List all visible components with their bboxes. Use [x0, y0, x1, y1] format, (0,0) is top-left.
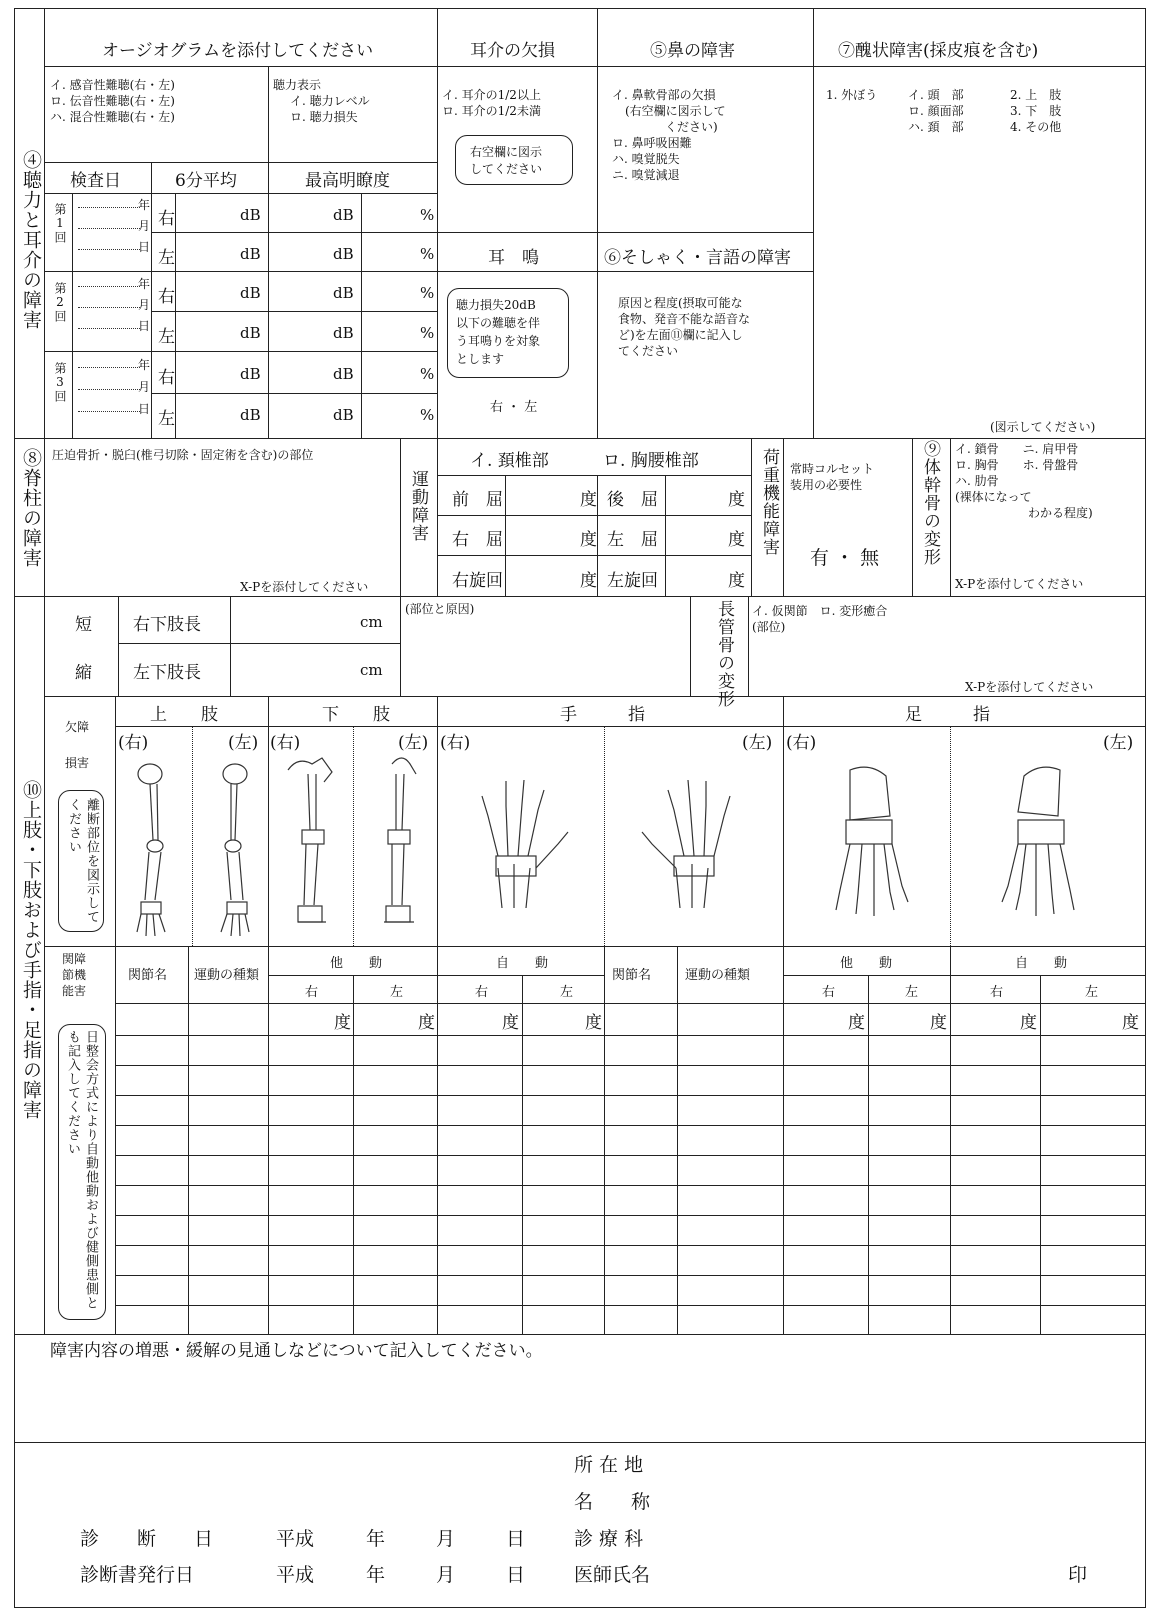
side-left: 左 [158, 248, 175, 268]
month-mark: 月 [138, 298, 151, 312]
hearing-type: ロ. 伝音性難聴(右・左) [50, 94, 175, 108]
db-unit: dB [333, 324, 354, 342]
spine-title: 圧迫骨折・脱臼(椎弓切除・固定術を含む)の部位 [52, 448, 314, 462]
institution-label: 名 称 [574, 1491, 651, 1513]
left-leg-diagram [372, 750, 432, 940]
side-left: 左 [158, 409, 175, 429]
nose-item: イ. 鼻軟骨部の欠損 [612, 88, 716, 102]
round-label: 第2回 [53, 282, 67, 323]
doctor-label: 医師氏名 [574, 1564, 651, 1586]
cause-note: (部位と原因) [405, 602, 475, 616]
deg-unit: 度 [418, 1013, 435, 1033]
tinnitus-note: 聴力損失20dB [456, 298, 536, 312]
disfig-col1: 1. 外ぼう [826, 88, 878, 102]
diag-year: 年 [366, 1528, 386, 1550]
issue-day: 日 [506, 1564, 526, 1586]
deg-unit: 度 [502, 1013, 519, 1033]
left-length-label: 左下肢長 [133, 663, 201, 683]
chewing-note: 食物、発音不能な語音な [618, 312, 751, 326]
motion-row-label: 後 屈 [607, 490, 658, 510]
db-unit: dB [333, 406, 354, 424]
nose-item: ハ. 嗅覚脱失 [612, 152, 680, 166]
deg-unit: 度 [728, 571, 745, 591]
long-bone-items: イ. 仮関節 ロ. 変形癒合 [752, 604, 888, 618]
chewing-note: 原因と程度(摂取可能な [618, 296, 743, 310]
cm-unit: cm [360, 661, 383, 679]
display-item: ロ. 聴力損失 [290, 110, 358, 124]
pct-unit: % [420, 406, 435, 424]
thoracolumbar-label: ロ. 胸腰椎部 [603, 451, 699, 471]
tinnitus-title: 耳 鳴 [488, 248, 539, 268]
motion-label: 運動障害 [408, 470, 428, 542]
department-label: 診 療 科 [574, 1528, 644, 1550]
right-col: 右 [822, 985, 836, 1000]
prognosis-note: 障害内容の増悪・緩解の見通しなどについて記入してください。 [50, 1341, 543, 1361]
tinnitus-sides: 右 ・ 左 [490, 400, 538, 415]
db-unit: dB [240, 406, 261, 424]
audiogram-note: オージオグラムを添付してください [102, 41, 374, 61]
side-right: 右 [158, 287, 175, 307]
trunk-item: イ. 鎖骨 ニ. 肩甲骨 [955, 442, 1079, 456]
deg-unit: 度 [580, 490, 597, 510]
side-left: 左 [158, 327, 175, 347]
left-col: 左 [905, 985, 919, 1000]
deg-unit: 度 [728, 530, 745, 550]
motion-row-label: 左旋回 [607, 571, 658, 591]
pct-unit: % [420, 245, 435, 263]
right-mark: (右) [786, 733, 817, 753]
issue-era: 平成 [276, 1564, 315, 1586]
right-col: 右 [475, 985, 489, 1000]
right-mark: (右) [118, 733, 149, 753]
left-foot-diagram [990, 760, 1090, 930]
issue-year: 年 [366, 1564, 386, 1586]
day-mark: 日 [138, 240, 151, 254]
deg-unit: 度 [580, 530, 597, 550]
motion-row-label: 右 屈 [452, 530, 503, 550]
day-mark: 日 [138, 402, 151, 416]
col-six-avg: 6分平均 [175, 171, 237, 191]
trunk-item: (裸体になって [955, 490, 1032, 504]
trunk-item: わかる程度) [1028, 506, 1093, 520]
right-mark: (右) [270, 733, 301, 753]
year-mark: 年 [138, 277, 151, 291]
passive-header: 他 動 [840, 956, 893, 971]
right-length-label: 右下肢長 [133, 615, 201, 635]
limbs-section-label: ⑩上肢・下肢および手指・足指の障害 [20, 780, 42, 1120]
year-mark: 年 [138, 198, 151, 212]
db-unit: dB [333, 245, 354, 263]
nose-item: (右空欄に図示して [625, 104, 726, 118]
nose-title: ⑤鼻の障害 [650, 41, 735, 61]
diag-day: 日 [506, 1528, 526, 1550]
nose-item: ロ. 鼻呼吸困難 [612, 136, 692, 150]
motion-type-header: 運動の種類 [194, 968, 260, 983]
disfig-item: 3. 下 肢 [1010, 104, 1062, 118]
diag-month: 月 [436, 1528, 456, 1550]
issue-date-label: 診断書発行日 [80, 1564, 195, 1586]
passive-header: 他 動 [330, 956, 383, 971]
db-unit: dB [333, 284, 354, 302]
left-col: 左 [390, 985, 404, 1000]
left-mark: (左) [742, 733, 773, 753]
db-unit: dB [240, 365, 261, 383]
corset-note: 常時コルセット [790, 462, 875, 476]
joint-label: 節機 [62, 968, 87, 982]
right-leg-diagram [280, 750, 350, 940]
motion-row-label: 右旋回 [452, 571, 503, 591]
short-label: 短 [75, 615, 92, 635]
upper-limb-title: 上 肢 [150, 705, 218, 725]
db-unit: dB [240, 206, 261, 224]
tinnitus-note: 以下の難聴を伴 [456, 316, 541, 330]
col-exam-date: 検査日 [70, 171, 121, 191]
left-mark: (左) [1103, 733, 1134, 753]
toes-title: 足 指 [905, 705, 990, 725]
nose-item: ください) [665, 120, 718, 134]
nose-item: ニ. 嗅覚減退 [612, 168, 680, 182]
diagnosis-date-label: 診 断 日 [80, 1528, 214, 1550]
active-header: 自 動 [496, 956, 549, 971]
disfig-item: ロ. 顔面部 [908, 104, 964, 118]
corset-yesno: 有 ・ 無 [810, 547, 880, 569]
ear-loss-note: 右空欄に図示 [470, 145, 543, 159]
trunk-item: ロ. 胸骨 ホ. 骨盤骨 [955, 458, 1079, 472]
ear-loss-title: 耳介の欠損 [470, 41, 555, 61]
year-mark: 年 [138, 358, 151, 372]
side-right: 右 [158, 209, 175, 229]
db-unit: dB [333, 365, 354, 383]
side-right: 右 [158, 368, 175, 388]
hearing-section-label: ④聴力と耳介の障害 [20, 150, 42, 330]
defect-note: 離断部位を図示してください [66, 798, 99, 924]
joint-note: 日整会方式により自動他動および健側患側とも記入してください [65, 1030, 98, 1310]
right-mark: (右) [440, 733, 471, 753]
defect-label: 欠障 [65, 720, 90, 734]
db-unit: dB [240, 245, 261, 263]
disfig-item: 2. 上 肢 [1010, 88, 1062, 102]
deg-unit: 度 [585, 1013, 602, 1033]
disfig-note: (図示してください) [990, 420, 1096, 434]
trunk-item: ハ. 肋骨 [955, 474, 999, 488]
spine-section-label: ⑧脊柱の障害 [20, 448, 42, 568]
month-mark: 月 [138, 380, 151, 394]
disfig-item: 4. その他 [1010, 120, 1062, 134]
right-arm-diagram [125, 760, 185, 940]
fingers-title: 手 指 [560, 705, 645, 725]
long-bone-part: (部位) [752, 620, 786, 634]
round-label: 第1回 [53, 203, 67, 244]
tinnitus-note: う耳鳴りを対象 [456, 334, 541, 348]
right-col: 右 [305, 985, 319, 1000]
pct-unit: % [420, 284, 435, 302]
motion-type-header: 運動の種類 [685, 968, 751, 983]
joint-name-header: 関節名 [612, 968, 652, 983]
disfig-item: イ. 頭 部 [908, 88, 964, 102]
deg-unit: 度 [1020, 1013, 1037, 1033]
left-mark: (左) [228, 733, 259, 753]
pct-unit: % [420, 206, 435, 224]
deg-unit: 度 [848, 1013, 865, 1033]
deg-unit: 度 [580, 571, 597, 591]
ear-loss-note: してください [470, 162, 543, 176]
trunk-xp: X-Pを添付してください [955, 577, 1084, 591]
db-unit: dB [240, 324, 261, 342]
deg-unit: 度 [728, 490, 745, 510]
hearing-type: ハ. 混合性難聴(右・左) [50, 110, 175, 124]
db-unit: dB [240, 284, 261, 302]
diag-era: 平成 [276, 1528, 315, 1550]
load-label: 荷重機能障害 [759, 448, 779, 556]
deg-unit: 度 [930, 1013, 947, 1033]
ear-loss-item: イ. 耳介の1/2以上 [442, 88, 541, 102]
chewing-title: ⑥そしゃく・言語の障害 [604, 248, 791, 268]
left-col: 左 [560, 985, 574, 1000]
hearing-type: イ. 感音性難聴(右・左) [50, 78, 175, 92]
deg-unit: 度 [1122, 1013, 1139, 1033]
joint-name-header: 関節名 [128, 968, 168, 983]
joint-label: 関障 [62, 952, 87, 966]
spine-xp: X-Pを添付してください [240, 580, 369, 594]
chewing-note: ど)を左面⑪欄に記入し [618, 328, 743, 342]
right-foot-diagram [820, 760, 920, 930]
issue-month: 月 [436, 1564, 456, 1586]
seal-mark: 印 [1068, 1564, 1088, 1586]
pct-unit: % [420, 324, 435, 342]
defect-label: 損害 [65, 756, 90, 770]
short-label: 縮 [75, 663, 92, 683]
display-title: 聴力表示 [273, 78, 322, 92]
disfig-item: ハ. 頚 部 [908, 120, 964, 134]
disfig-title: ⑦醜状障害(採皮痕を含む) [838, 41, 1039, 61]
col-max: 最高明瞭度 [305, 171, 390, 191]
joint-label: 能害 [62, 984, 87, 998]
tinnitus-note: とします [456, 352, 505, 366]
location-label: 所 在 地 [574, 1454, 644, 1476]
left-hand-diagram [630, 768, 750, 918]
pct-unit: % [420, 365, 435, 383]
ear-loss-item: ロ. 耳介の1/2未満 [442, 104, 541, 118]
month-mark: 月 [138, 219, 151, 233]
left-mark: (左) [398, 733, 429, 753]
cm-unit: cm [360, 613, 383, 631]
lower-limb-title: 下 肢 [322, 705, 390, 725]
right-col: 右 [990, 985, 1004, 1000]
db-unit: dB [333, 206, 354, 224]
long-bone-xp: X-Pを添付してください [965, 680, 1094, 694]
motion-row-label: 前 屈 [452, 490, 503, 510]
motion-row-label: 左 屈 [607, 530, 658, 550]
chewing-note: てください [618, 344, 679, 358]
cervical-label: イ. 頚椎部 [470, 451, 549, 471]
display-item: イ. 聴力レベル [290, 94, 370, 108]
round-label: 第3回 [53, 362, 67, 403]
left-col: 左 [1085, 985, 1099, 1000]
active-header: 自 動 [1015, 956, 1068, 971]
day-mark: 日 [138, 319, 151, 333]
trunk-section-label: ⑨体幹骨の変形 [920, 440, 940, 566]
left-arm-diagram [205, 760, 265, 940]
right-hand-diagram [462, 768, 572, 918]
corset-note: 装用の必要性 [790, 478, 863, 492]
deg-unit: 度 [334, 1013, 351, 1033]
long-bone-label: 長管骨の変形 [714, 600, 734, 708]
